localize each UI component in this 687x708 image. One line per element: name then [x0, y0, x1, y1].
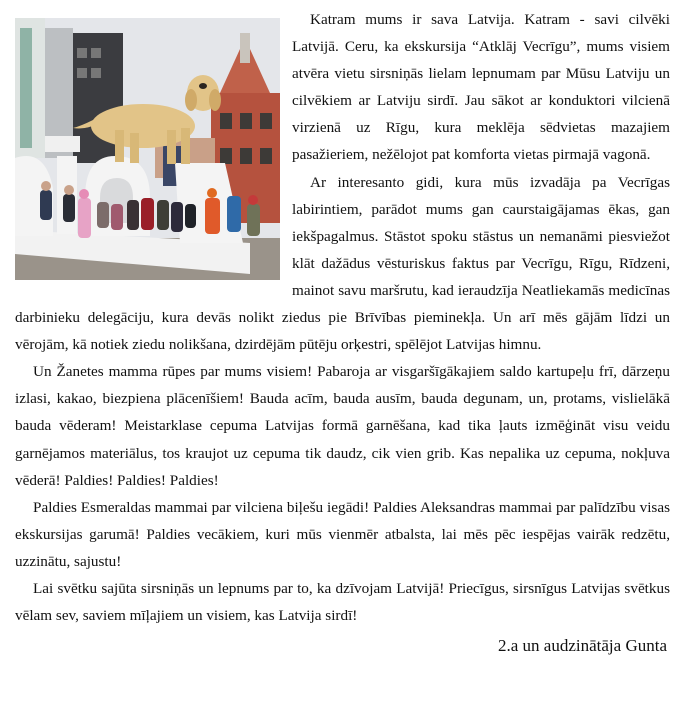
photo-children-dog-sculpture — [15, 18, 280, 280]
photo-icon — [15, 18, 280, 280]
document-page — [15, 0, 670, 659]
paragraph-guide: Ar interesanto gidi, kura mūs izvadāja pa Vecrīgas labirintiem, parādot mums gan caurstaigājamas ēkas, gan iekšpagalmus. Stāstot spoku stāstus un nemanāmi piesviežot klāt dažādus vēsturiskus faktus par Vecrīgu, Rīgu, Rīdzeni, mainot savu maršrutu, kad ieraudzīja Neatliekamās medicīnas darbinieku delegāciju, kura devās nolikt ziedus pie Brīvības pieminekļa. Un arī mēs gājām līdzi un vērojām, kā notiek ziedu nolikšana, dzirdējām pūtēju orķestri, spēlējot Latvijas himnu. — [15, 173, 670, 354]
paragraph-thanks: Paldies Esmeraldas mammai par vilciena biļešu iegādi! Paldies Aleksandras mammai par palīdzību visas ekskursijas garumā! Paldies vecākiem, kuri mūs vienmēr atbalsta, lai mēs pēc iespējas vairāk redzētu, uzzinātu, sajustu! — [15, 498, 670, 570]
paragraph-wishes: Lai svētku sajūta sirsniņās un lepnums par to, ka dzīvojam Latvijā! Priecīgus, sirsnīgus Latvijas svētkus vēlam sev, saviem mīļajiem un visiem, kas Latvija sirdī! — [15, 579, 670, 625]
signature: 2.a un audzinātāja Gunta — [498, 636, 667, 656]
paragraph-food: Un Žanetes mamma rūpes par mums visiem! Pabaroja ar visgaršīgākajiem saldo kartupeļu frī, dārzeņu izlasi, kakao, biezpiena plācenīšiem! Bauda acīm, bauda ausīm, bauda degunam, un, protams, vislielākā bauda vēderam! Meistarklase cepuma Latvijas formā garnēšana, kad tika ļauts izmēģināt visu veidu garnējamos materiālus, tos kraujot uz cepuma tik daudz, cik vien grib. Kas nepalika uz cepuma, nokļuva vēderā! Paldies! Paldies! Paldies! — [15, 363, 670, 489]
paragraph-intro: Katram mums ir sava Latvija. Katram - savi cilvēki Latvijā. Ceru, ka ekskursija “Atklāj Vecrīgu”, mums visiem atvēra vietu sirsniņās lielam lepnumam par Mūsu Latviju un cilvēkiem ar Latviju sirdī. Jau sākot ar konduktori vilcienā virzienā uz Rīgu, kura meklēja sēdvietas mazajiem pasažieriem, nežēlojot pat komforta vietas pirmajā vagonā. — [292, 11, 670, 164]
